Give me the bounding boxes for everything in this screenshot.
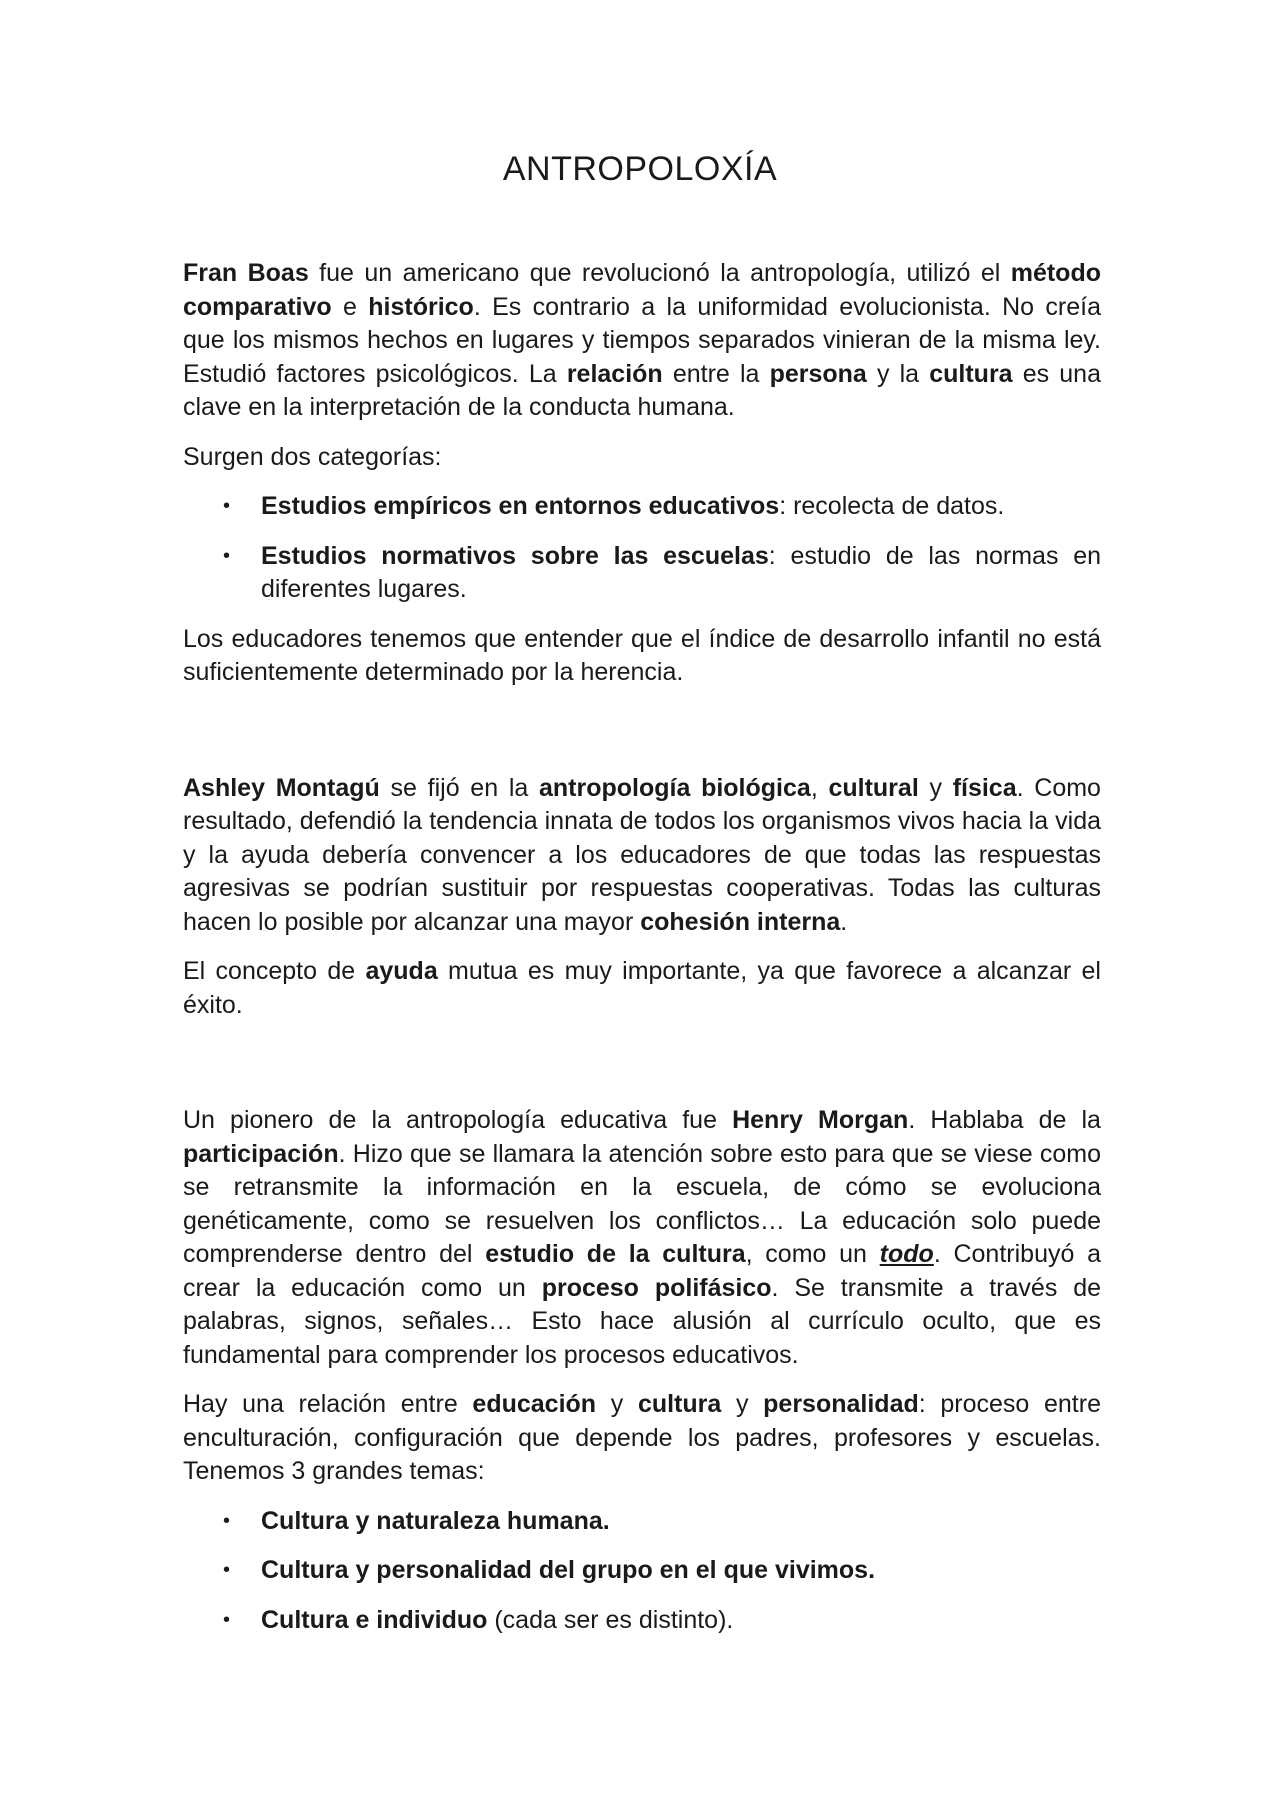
text-span: . Hizo que se llamara la atención sobre esto para que se viese como se retransmite la información en la escuela, de cómo se evoluciona genéticamente, como se resuelven los conflictos… La educación solo puede comprenderse dentro del: [183, 1139, 1101, 1268]
text-span: y: [721, 1390, 764, 1418]
term-ashley-montagu: Ashley Montagú: [183, 773, 380, 802]
list-item-term: Estudios empíricos en entornos educativos: [261, 492, 780, 520]
list-item-term: Estudios normativos sobre las escuelas: [261, 541, 769, 570]
text-span: e: [331, 292, 369, 321]
text-span: . Es contrario a la uniformidad evolucionista. No creía que los mismos hechos en lugares y tiempos separados vinieran de la misma ley. Estudió factores psicológicos. La: [183, 292, 1101, 388]
document-body: [183, 257, 1101, 1637]
morgan-paragraph: [183, 1104, 1101, 1372]
text-span: Hay una relación entre: [183, 1390, 473, 1418]
list-item: [183, 1554, 1101, 1588]
term-metodo-comparativo: método comparativo: [183, 259, 1101, 321]
text-span: mutua es muy importante, ya que favorece a alcanzar el éxito.: [183, 957, 1101, 1019]
term-estudio-de-la-cultura: estudio de la cultura: [485, 1240, 746, 1268]
categories-list: [183, 490, 1101, 607]
categories-intro: Surgen dos categorías:: [183, 442, 442, 471]
text-span: y: [596, 1390, 638, 1418]
list-item: [183, 1505, 1101, 1539]
term-antropologia-biologica: antropología biológica: [538, 773, 811, 802]
term-cultura: cultura: [637, 1390, 722, 1418]
list-item: [183, 1604, 1101, 1638]
term-henry-morgan: Henry Morgan: [732, 1106, 909, 1134]
text-span: El concepto de: [183, 957, 366, 985]
list-item-text: : estudio de las normas en diferentes lugares.: [261, 541, 1101, 603]
text-span: . Contribuyó a crear la educación como un: [183, 1240, 1101, 1302]
term-participacion: participación: [183, 1139, 339, 1168]
text-span: fue un americano que revolucionó la antropología, utilizó el: [308, 259, 1011, 287]
list-item-term: Cultura y naturaleza humana.: [261, 1506, 610, 1535]
relation-paragraph: [183, 1388, 1101, 1489]
text-span: , como un: [745, 1240, 880, 1268]
text-span: y: [918, 773, 953, 802]
boas-paragraph: [183, 257, 1101, 425]
text-span: es una clave en la interpretación de la conducta humana.: [183, 359, 1101, 421]
text-span: Un pionero de la antropología educativa fue: [183, 1106, 733, 1134]
term-personalidad: personalidad: [763, 1390, 919, 1418]
list-item: [183, 490, 1101, 524]
educators-paragraph: Los educadores tenemos que entender que el índice de desarrollo infantil no está suficientemente determinado por la herencia.: [183, 624, 1101, 686]
text-span: ,: [810, 773, 829, 802]
list-item-term: Cultura y personalidad del grupo en el que vivimos.: [261, 1556, 876, 1584]
term-fran-boas: Fran Boas: [183, 259, 309, 287]
list-item: [183, 540, 1101, 607]
term-relacion: relación: [566, 359, 663, 388]
term-educacion: educación: [472, 1390, 597, 1418]
text-span: . Hablaba de la: [908, 1106, 1101, 1134]
term-cultural: cultural: [828, 773, 919, 802]
list-item-text: : recolecta de datos.: [779, 492, 1005, 520]
term-cohesion-interna: cohesión interna: [640, 907, 841, 936]
term-proceso-polifasico: proceso polifásico: [541, 1273, 772, 1302]
text-span: se fijó en la: [379, 773, 539, 802]
text-span: entre la: [662, 359, 770, 388]
term-ayuda: ayuda: [365, 957, 438, 985]
document-title: ANTROPOLOXÍA: [502, 150, 778, 188]
term-cultura: cultura: [929, 359, 1013, 388]
list-item-text: (cada ser es distinto).: [487, 1605, 734, 1634]
term-todo: todo: [879, 1240, 934, 1268]
montagu-paragraph: [183, 772, 1101, 940]
term-persona: persona: [769, 359, 867, 388]
text-span: y la: [866, 359, 930, 388]
term-historico: histórico: [368, 292, 474, 321]
list-item-term: Cultura e individuo: [261, 1605, 488, 1634]
themes-list: [183, 1505, 1101, 1638]
text-span: . Como resultado, defendió la tendencia innata de todos los organismos vivos hacia la vida y la ayuda debería convencer a los educadores de que todas las respuestas agresivas se podrían sustituir por respuestas cooperativas. Todas las culturas hacen lo posible por alcanzar una mayor: [183, 773, 1101, 936]
text-span: : proceso entre enculturación, configuración que depende los padres, profesores y escuelas. Tenemos 3 grandes temas:: [183, 1390, 1101, 1485]
term-fisica: física: [952, 773, 1017, 802]
ayuda-paragraph: [183, 955, 1101, 1022]
text-span: . Se transmite a través de palabras, signos, señales… Esto hace alusión al currículo oculto, que es fundamental para comprender los procesos educativos.: [183, 1273, 1101, 1369]
text-span: .: [840, 907, 848, 936]
